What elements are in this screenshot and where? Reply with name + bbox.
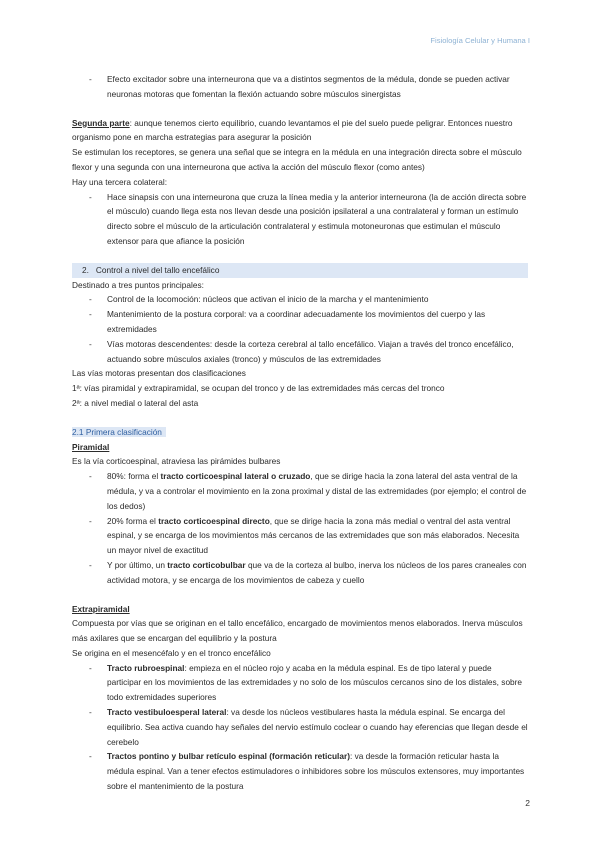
list-item-text: 80%: forma el bbox=[107, 471, 161, 482]
list-item-text: 20% forma el bbox=[107, 515, 159, 526]
bullet-dash: - bbox=[89, 74, 92, 84]
list-item-text: : empieza en el núcleo rojo y acaba en la médula espinal. Es de tipo lateral y puede participar en los movimientos de las extremidades y no solo de los músculos cercanos sino de los distales, sobre todo extremidades superiores bbox=[107, 662, 523, 703]
bullet-dash: - bbox=[89, 707, 92, 718]
bold-term: tracto corticobulbar bbox=[167, 559, 246, 570]
list-item bbox=[72, 190, 528, 249]
paragraph: Se estimulan los receptores, se genera una señal que se integra en la médula en una integración directa sobre el músculo flexor y una segunda con una interneurona que activa la acción del músculo flexor (como antes) bbox=[72, 147, 522, 172]
list-item-text: Efecto excitador sobre una interneurona que va a distintos segmentos de la médula, donde se pueden activar neuronas motoras que fomentan la flexión actuando sobre músculos sinergistas bbox=[107, 74, 510, 99]
list-item-text: que va de la corteza al bulbo, inerva los núcleos de los pares craneales con actividad motora, y se encarga de los movimientos de cabeza y cuello bbox=[107, 559, 527, 585]
bullet-dash: - bbox=[89, 471, 92, 482]
list-item bbox=[72, 469, 528, 513]
subsection-heading bbox=[72, 425, 528, 440]
list-item bbox=[72, 705, 528, 749]
paragraph: 1ª: vías piramidal y extrapiramidal, se ocupan del tronco y de las extremidades más cercas del tronco bbox=[72, 383, 445, 394]
extrapiramidal-heading: Extrapiramidal bbox=[72, 603, 130, 614]
section-number: 2. bbox=[82, 264, 89, 275]
list-item-text: Vías motoras descendentes: desde la corteza cerebral al tallo encefálico. Viajan a través del tronco encefálico, actuando sobre músculos axiales (tronco) y músculos de las extremidades bbox=[107, 338, 514, 364]
paragraph: Se origina en el mesencéfalo y en el tronco encefálico bbox=[72, 647, 271, 658]
bullet-dash: - bbox=[89, 515, 92, 526]
list-item-text: , que se dirige hacia la zona lateral del asta ventral de la médula, y va a controlar el movimiento en la zona proximal y distal de las extremidades (por ejemplo; el control de los dedos) bbox=[107, 471, 527, 511]
list-item bbox=[72, 661, 528, 705]
list-item bbox=[72, 514, 528, 558]
page-header: Fisiología Celular y Humana I bbox=[430, 36, 530, 45]
list-item bbox=[72, 337, 528, 367]
list-item-text: Y por último, un bbox=[107, 559, 168, 570]
list-item bbox=[72, 307, 528, 337]
bold-term: tracto corticoespinal directo bbox=[158, 515, 270, 526]
list-item-text: , que se dirige hacia la zona más medial o ventral del asta ventral espinal, y se encarga de los movimientos más cercanos de las extremidades que son más elaborados. Necesita un mayor nivel de exactitud bbox=[107, 515, 520, 556]
piramidal-heading: Piramidal bbox=[72, 441, 110, 452]
paragraph: Compuesta por vías que se originan en el tallo encefálico, encargado de movimientos menos elaborados. Inerva músculos más axilares que se encargan del equilibrio y la postura bbox=[72, 618, 523, 644]
paragraph: Hay una tercera colateral: bbox=[72, 176, 168, 187]
subsection-title: 2.1 Primera clasificación bbox=[72, 427, 166, 437]
paragraph: 2ª: a nivel medial o lateral del asta bbox=[72, 397, 199, 408]
list-item-text: Control de la locomoción: núcleos que activan el inicio de la marcha y el mantenimiento bbox=[107, 294, 429, 305]
section-title: Control a nivel del tallo encefálico bbox=[95, 264, 220, 275]
segunda-parte-label: Segunda parte bbox=[72, 117, 130, 128]
list-item-text: : va desde los núcleos vestibulares hasta la médula espinal. Se encarga del equilibrio. Sea activa cuando hay señales del nervio estímulo coclear o cuando hay eferencias que llegan desde el cerebelo bbox=[107, 707, 528, 747]
list-item-text: Hace sinapsis con una interneurona que cruza la línea media y la anterior interneurona (la de acción directa sobre el músculo) cuando llega esta nos llevan desde una posición ipsilateral a una contralateral y forman un estímulo directo sobre el músculo de la articulación contralateral y estimula motoneuronas que estimulan el músculo extensor para que afiance la posición bbox=[107, 191, 527, 246]
paragraph bbox=[72, 116, 528, 146]
section-heading-2 bbox=[72, 263, 528, 278]
page-number: 2 bbox=[525, 798, 530, 808]
paragraph: Las vías motoras presentan dos clasificaciones bbox=[72, 368, 246, 379]
bold-term: Tractos pontino y bulbar retículo espinal (formación reticular) bbox=[107, 751, 350, 762]
paragraph: Destinado a tres puntos principales: bbox=[72, 279, 204, 290]
bullet-dash: - bbox=[89, 309, 92, 320]
list-item-text: : va desde la formación reticular hasta la médula espinal. Van a tener efectos estimuladores o inhibidores sobre los músculos extensores, muy importantes sobre el mantenimiento de la postura bbox=[107, 751, 525, 792]
bullet-dash: - bbox=[89, 338, 92, 349]
list-item bbox=[72, 292, 528, 307]
list-item-text: Mantenimiento de la postura corporal: va a coordinar adecuadamente los movimientos del cuerpo y las extremidades bbox=[107, 309, 486, 334]
paragraph: Es la vía corticoespinal, atraviesa las pirámides bulbares bbox=[72, 456, 281, 467]
bold-term: Tracto vestibuloesperal lateral bbox=[107, 707, 227, 718]
document-body bbox=[72, 72, 528, 794]
list-item bbox=[72, 749, 528, 793]
list-item bbox=[72, 558, 528, 588]
bullet-dash: - bbox=[89, 751, 92, 762]
bullet-dash: - bbox=[89, 662, 92, 673]
segunda-parte-text: : aunque tenemos cierto equilibrio, cuando levantamos el pie del suelo puede peligrar. Entonces nuestro organismo pone en marcha estrategias para asegurar la posición bbox=[72, 117, 513, 143]
bullet-dash: - bbox=[89, 294, 92, 305]
bold-term: Tracto rubroespinal bbox=[107, 662, 185, 673]
bold-term: tracto corticoespinal lateral o cruzado bbox=[160, 471, 311, 482]
bullet-dash: - bbox=[89, 191, 92, 202]
bullet-dash: - bbox=[89, 559, 92, 570]
list-item bbox=[72, 72, 528, 102]
